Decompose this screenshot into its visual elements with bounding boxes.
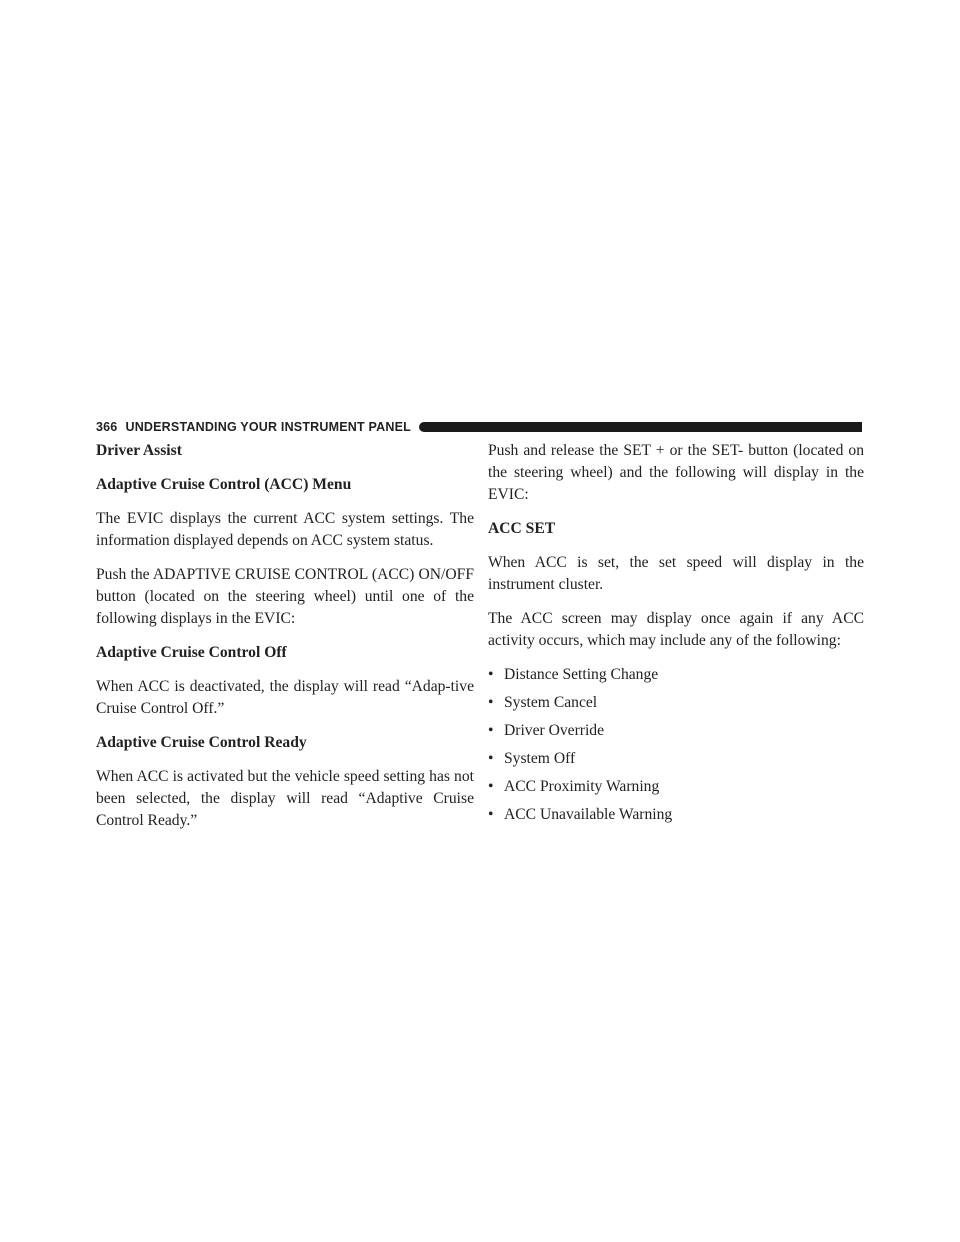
paragraph-acc-set: When ACC is set, the set speed will display in the instrument cluster. bbox=[488, 554, 864, 593]
left-column bbox=[96, 440, 474, 844]
list-item bbox=[488, 720, 864, 742]
paragraph-acc-off: When ACC is deactivated, the display will read “Adap-tive Cruise Control Off.” bbox=[96, 678, 474, 717]
heading-driver-assist: Driver Assist bbox=[96, 442, 182, 459]
bullet-icon: • bbox=[488, 694, 494, 711]
list-item-text: ACC Unavailable Warning bbox=[504, 806, 673, 823]
bullet-icon: • bbox=[488, 722, 494, 739]
list-item-text: ACC Proximity Warning bbox=[504, 778, 660, 795]
right-column bbox=[488, 440, 864, 832]
list-item bbox=[488, 664, 864, 686]
section-title: UNDERSTANDING YOUR INSTRUMENT PANEL bbox=[125, 420, 411, 434]
paragraph-acc-screen: The ACC screen may display once again if any ACC activity occurs, which may include any of the following: bbox=[488, 610, 864, 649]
list-item-text: System Cancel bbox=[504, 694, 598, 711]
heading-acc-ready: Adaptive Cruise Control Ready bbox=[96, 734, 307, 751]
bullet-icon: • bbox=[488, 806, 494, 823]
page-header bbox=[96, 418, 862, 436]
list-item-text: Driver Override bbox=[504, 722, 605, 739]
list-item bbox=[488, 748, 864, 770]
heading-acc-set: ACC SET bbox=[488, 520, 556, 537]
page-number: 366 bbox=[96, 420, 118, 434]
header-rule bbox=[419, 422, 862, 432]
paragraph-evic-displays: The EVIC displays the current ACC system settings. The information displayed depends on ACC system status. bbox=[96, 510, 474, 549]
list-item-text: System Off bbox=[504, 750, 576, 767]
acc-activity-list bbox=[488, 664, 864, 826]
bullet-icon: • bbox=[488, 778, 494, 795]
heading-acc-off: Adaptive Cruise Control Off bbox=[96, 644, 287, 661]
heading-acc-menu: Adaptive Cruise Control (ACC) Menu bbox=[96, 476, 352, 493]
paragraph-push-button: Push the ADAPTIVE CRUISE CONTROL (ACC) ON/OFF button (located on the steering wheel) until one of the following displays in the EVIC: bbox=[96, 566, 474, 627]
paragraph-set-button: Push and release the SET + or the SET- button (located on the steering wheel) and the following will display in the EVIC: bbox=[488, 442, 864, 503]
list-item bbox=[488, 776, 864, 798]
bullet-icon: • bbox=[488, 750, 494, 767]
bullet-icon: • bbox=[488, 666, 494, 683]
list-item bbox=[488, 692, 864, 714]
list-item-text: Distance Setting Change bbox=[504, 666, 659, 683]
list-item bbox=[488, 804, 864, 826]
paragraph-acc-ready: When ACC is activated but the vehicle speed setting has not been selected, the display will read “Adaptive Cruise Control Ready.” bbox=[96, 768, 474, 829]
